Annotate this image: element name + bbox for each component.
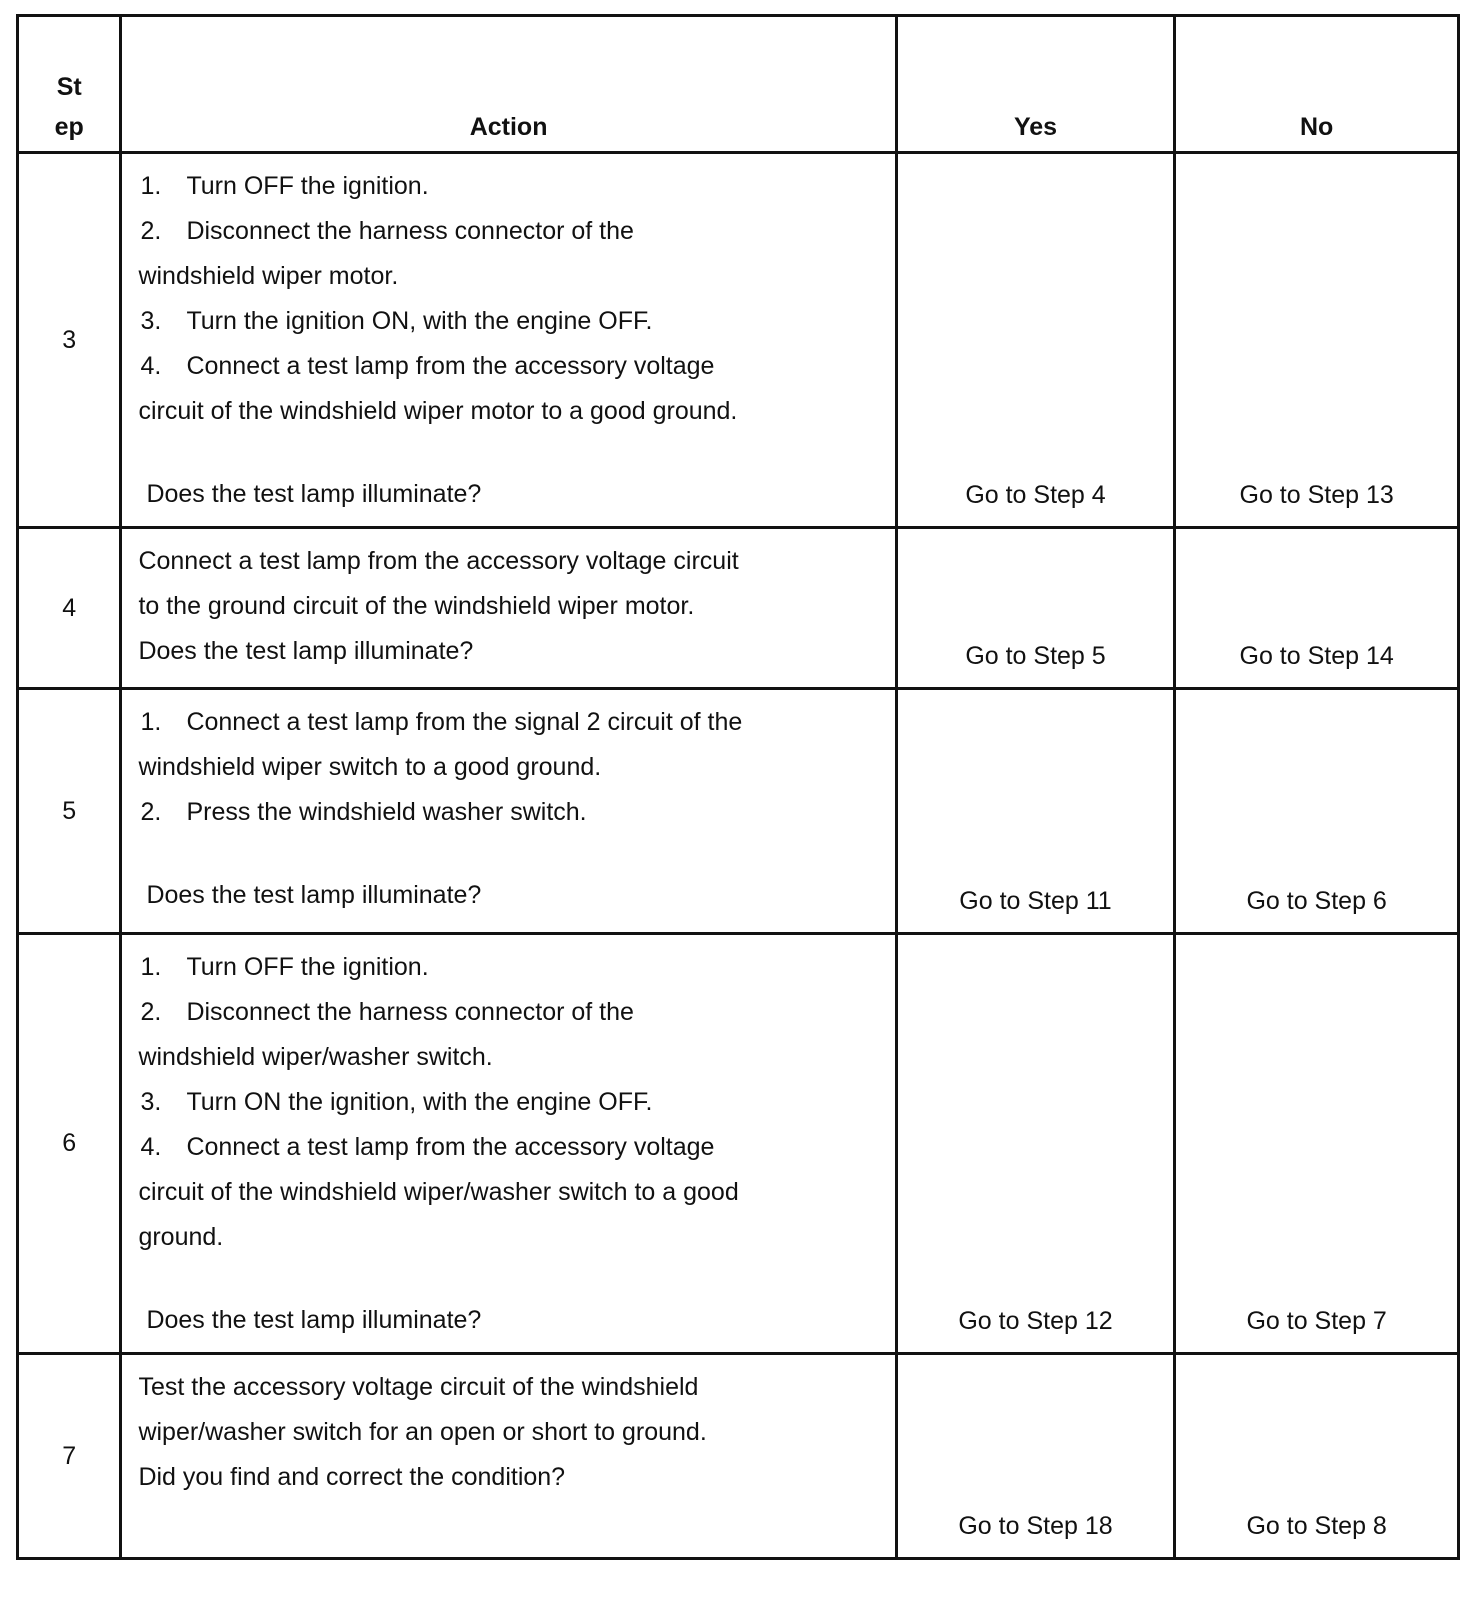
step-number: 5: [18, 689, 121, 934]
action-line: Connect a test lamp from the accessory voltage circuit: [138, 547, 739, 575]
no-cell: Go to Step 8: [1175, 1354, 1459, 1559]
action-line: wiper/washer switch for an open or short to ground.: [138, 1418, 707, 1446]
action-line: 2. Press the windshield washer switch.: [140, 798, 587, 826]
action-line: 1. Turn OFF the ignition.: [140, 953, 429, 981]
action-cell: [121, 689, 896, 934]
action-question: Does the test lamp illuminate?: [146, 1306, 482, 1334]
action-line: to the ground circuit of the windshield wiper motor.: [138, 592, 695, 620]
action-line: circuit of the windshield wiper/washer switch to a good: [138, 1178, 739, 1206]
table-row-step-4: [18, 528, 1459, 689]
action-line: 2. Disconnect the harness connector of the: [140, 998, 634, 1026]
action-question: Does the test lamp illuminate?: [146, 480, 482, 508]
action-line: windshield wiper/washer switch.: [138, 1043, 493, 1071]
action-line: 1. Connect a test lamp from the signal 2 circuit of the: [140, 708, 743, 736]
diagnostic-table: [16, 14, 1460, 1560]
no-cell: Go to Step 13: [1175, 153, 1459, 528]
header-no: No: [1175, 16, 1459, 153]
header-step-line2: ep: [54, 113, 84, 141]
action-line: 4. Connect a test lamp from the accessory voltage: [140, 1133, 715, 1161]
yes-cell: Go to Step 4: [896, 153, 1175, 528]
table-row-step-5: [18, 689, 1459, 934]
table-row-step-7: [18, 1354, 1459, 1559]
no-cell: Go to Step 6: [1175, 689, 1459, 934]
action-line: 4. Connect a test lamp from the accessory voltage: [140, 352, 715, 380]
action-cell: [121, 934, 896, 1354]
action-question: Does the test lamp illuminate?: [146, 881, 482, 909]
yes-cell: Go to Step 11: [896, 689, 1175, 934]
yes-cell: Go to Step 12: [896, 934, 1175, 1354]
no-cell: Go to Step 7: [1175, 934, 1459, 1354]
action-line: 3. Turn the ignition ON, with the engine OFF.: [140, 307, 653, 335]
step-number: 4: [18, 528, 121, 689]
action-cell: [121, 153, 896, 528]
action-line: circuit of the windshield wiper motor to a good ground.: [138, 397, 738, 425]
action-cell: [121, 528, 896, 689]
action-line: 3. Turn ON the ignition, with the engine OFF.: [140, 1088, 653, 1116]
header-step: [18, 16, 121, 153]
table-row-step-6: [18, 934, 1459, 1354]
action-line: 2. Disconnect the harness connector of the: [140, 217, 634, 245]
yes-cell: Go to Step 5: [896, 528, 1175, 689]
action-line: 1. Turn OFF the ignition.: [140, 172, 429, 200]
no-cell: Go to Step 14: [1175, 528, 1459, 689]
step-number: 3: [18, 153, 121, 528]
action-line: Test the accessory voltage circuit of the windshield: [138, 1373, 699, 1401]
step-number: 6: [18, 934, 121, 1354]
header-action: Action: [121, 16, 896, 153]
action-question: Does the test lamp illuminate?: [138, 637, 474, 665]
yes-cell: Go to Step 18: [896, 1354, 1175, 1559]
step-number: 7: [18, 1354, 121, 1559]
action-line: windshield wiper motor.: [138, 262, 399, 290]
table-row-step-3: [18, 153, 1459, 528]
header-step-line1: St: [56, 73, 82, 101]
header-row: [18, 16, 1459, 153]
header-yes: Yes: [896, 16, 1175, 153]
action-cell: [121, 1354, 896, 1559]
action-question: Did you find and correct the condition?: [138, 1463, 566, 1491]
action-line: windshield wiper switch to a good ground.: [138, 753, 602, 781]
action-line: ground.: [138, 1223, 224, 1251]
